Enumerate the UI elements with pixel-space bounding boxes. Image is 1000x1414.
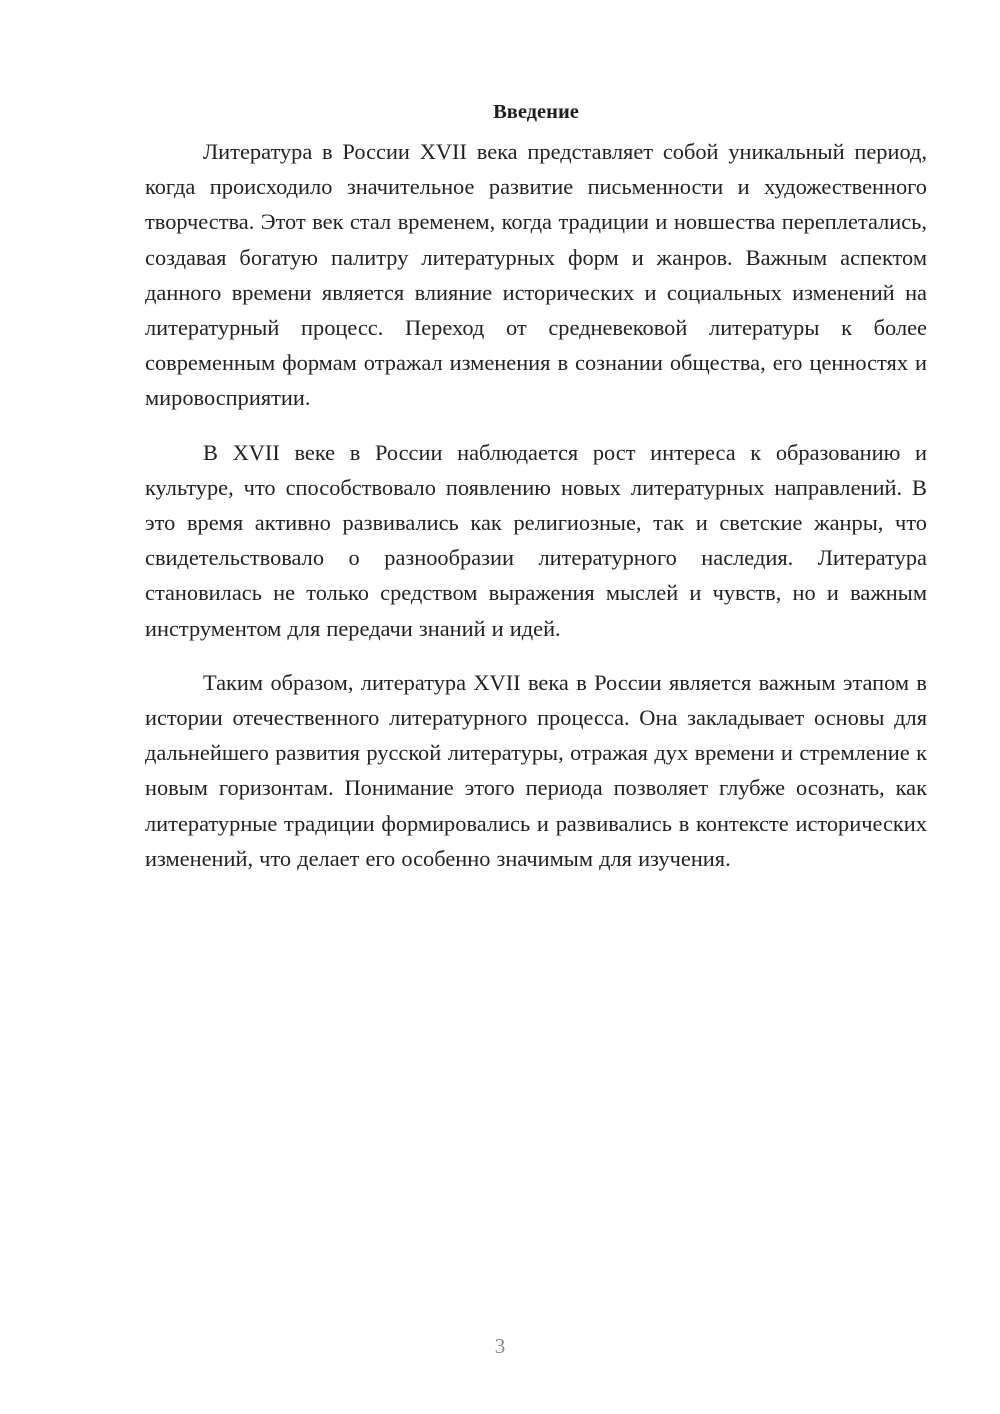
page-content — [145, 96, 927, 895]
paragraph: Литература в России XVII века представляет собой уникальный период, когда происходило значительное развитие письменности и художественного творчества. Этот век стал временем, когда традиции и новшества переплетались, создавая богатую палитру литературных форм и жанров. Важным аспектом данного времени является влияние исторических и социальных изменений на литературный процесс. Переход от средневековой литературы к более современным формам отражал изменения в сознании общества, его ценностях и мировосприятии. — [145, 139, 927, 411]
page-number: 3 — [494, 1334, 506, 1358]
section-heading: Введение — [493, 101, 579, 123]
paragraph: Таким образом, литература XVII века в России является важным этапом в истории отечественного литературного процесса. Она закладывает основы для дальнейшего развития русской литературы, отражая дух времени и стремление к новым горизонтам. Понимание этого периода позволяет глубже осознать, как литературные традиции формировались и развивались в контексте исторических изменений, что делает его особенно значимым для изучения. — [145, 669, 927, 871]
paragraph: В XVII веке в России наблюдается рост интереса к образованию и культуре, что способствовало появлению новых литературных направлений. В это время активно развивались как религиозные, так и светские жанры, что свидетельствовало о разнообразии литературного наследия. Литература становилась не только средством выражения мыслей и чувств, но и важным инструментом для передачи знаний и идей. — [145, 439, 927, 641]
